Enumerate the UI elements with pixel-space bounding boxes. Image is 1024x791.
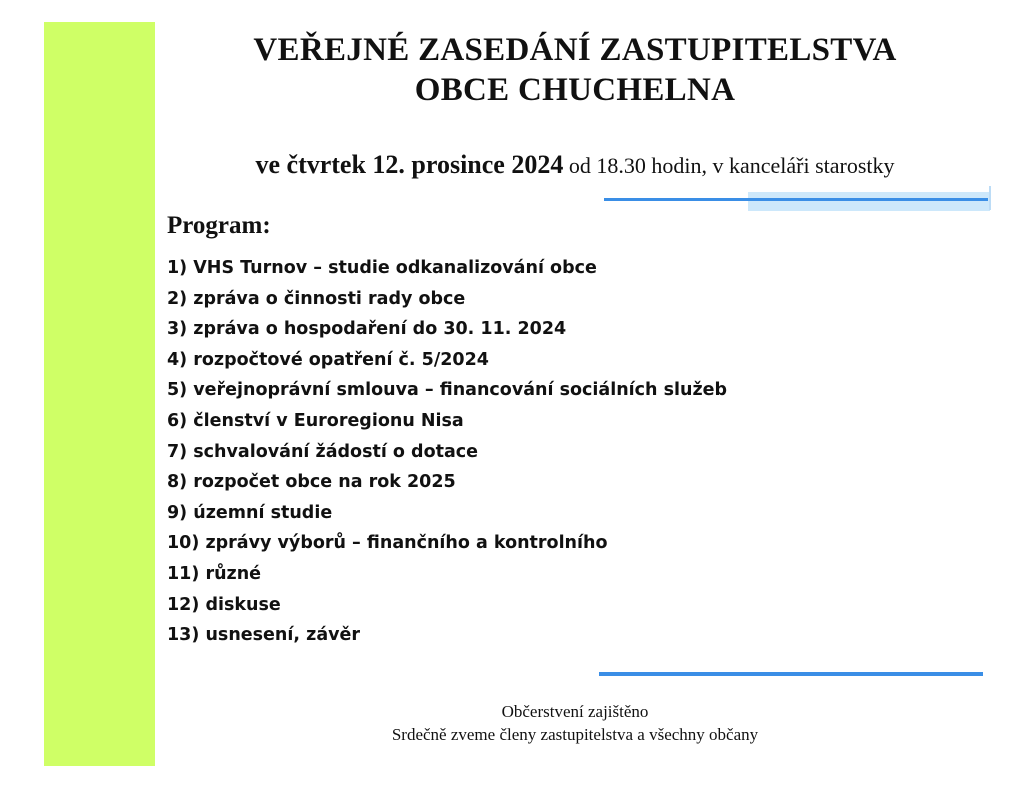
top-divider-shade	[748, 192, 990, 211]
agenda-item: 1) VHS Turnov – studie odkanalizování obce	[167, 258, 597, 278]
agenda-item: 6) členství v Euroregionu Nisa	[167, 410, 464, 431]
side-decorative-bar	[44, 22, 155, 766]
agenda-item: 2) zpráva o činnosti rady obce	[167, 288, 466, 309]
agenda-list	[167, 254, 727, 652]
notice-title	[155, 30, 995, 110]
agenda-item: 10) zprávy výborů – finančního a kontrolního	[167, 533, 608, 554]
footer-refreshments: Občerstvení zajištěno	[501, 702, 649, 721]
agenda-item: 13) usnesení, závěr	[167, 625, 361, 646]
agenda-item: 9) územní studie	[167, 502, 333, 523]
agenda-item: 5) veřejnoprávní smlouva – financování sociálních služeb	[167, 380, 728, 401]
agenda-item: 8) rozpočet obce na rok 2025	[167, 472, 456, 493]
agenda-item: 11) různé	[167, 563, 262, 584]
meeting-date: ve čtvrtek 12. prosince 2024	[255, 150, 564, 179]
top-divider	[604, 198, 988, 201]
title-line-1: VEŘEJNÉ ZASEDÁNÍ ZASTUPITELSTVA	[253, 32, 897, 68]
top-divider-tick	[989, 186, 991, 210]
agenda-item: 7) schvalování žádostí o dotace	[167, 441, 479, 462]
bottom-divider	[599, 672, 983, 676]
program-heading: Program:	[167, 212, 271, 239]
title-line-2: OBCE CHUCHELNA	[414, 72, 736, 108]
meeting-date-line	[155, 150, 995, 181]
agenda-item: 4) rozpočtové opatření č. 5/2024	[167, 349, 489, 370]
footer	[155, 700, 995, 746]
meeting-time-place: od 18.30 hodin, v kanceláři starostky	[568, 153, 895, 178]
agenda-item: 3) zpráva o hospodaření do 30. 11. 2024	[167, 319, 567, 340]
agenda-item: 12) diskuse	[167, 594, 281, 615]
footer-invitation: Srdečně zveme členy zastupitelstva a všechny občany	[391, 725, 759, 744]
